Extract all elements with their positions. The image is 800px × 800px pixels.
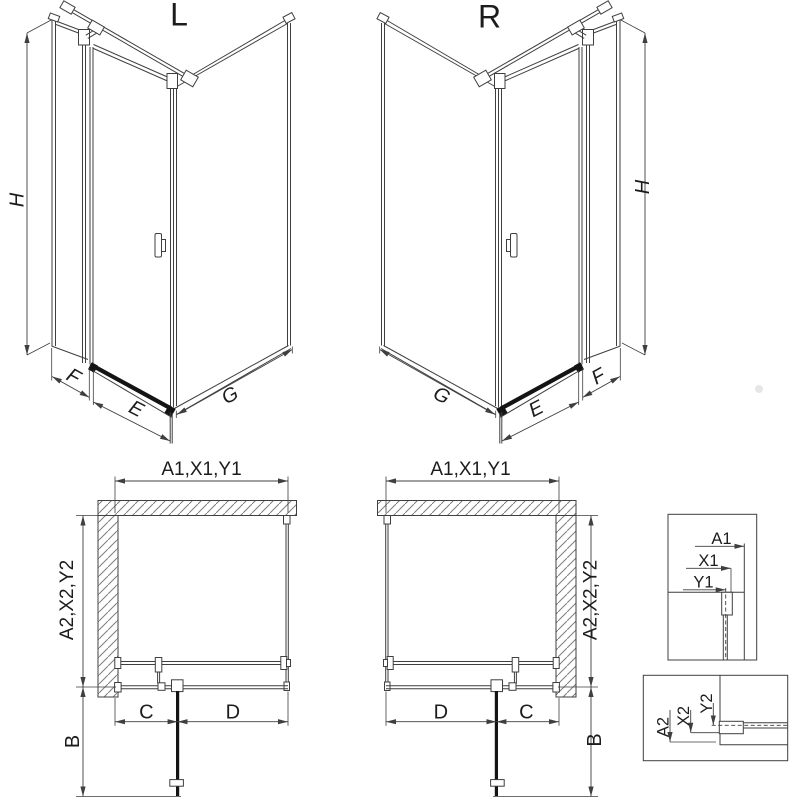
wall-hatch-top-left-plan (98, 501, 297, 516)
l3d-door-dim-label: E (125, 396, 148, 422)
detail-side-inner-label: Y2 (698, 693, 716, 714)
r3d-side-dim-label: F (587, 364, 610, 390)
l3d-side-dim-label: F (62, 364, 85, 390)
detail-side-mid-label: X2 (675, 705, 693, 727)
rplan-depth-dim-label: A2,X2,Y2 (580, 559, 602, 641)
wall-hatch-top-right-plan (378, 501, 577, 516)
detail-top-outer-label: A1 (711, 529, 732, 548)
l3d-return-dim-label: G (217, 382, 243, 410)
lplan-door-swing-dim-label: B (62, 734, 84, 749)
r3d-height-dim-label: H (632, 179, 654, 195)
detail-side-outer-label: A2 (654, 716, 673, 738)
r3d-door-dim-label: E (525, 396, 548, 422)
detail-top-inner-label: Y1 (693, 573, 714, 592)
l3d-title-label: L (170, 0, 188, 33)
rplan-front-left-dim-label: D (433, 701, 449, 724)
rplan-front-right-dim-label: C (519, 701, 534, 724)
watermark-dot (755, 385, 763, 393)
wall-hatch-side-right-plan (556, 516, 576, 698)
l3d-height-dim-label: H (6, 192, 29, 208)
lplan-front-right-dim-label: D (225, 701, 241, 724)
lplan-width-dim-label: A1,X1,Y1 (161, 459, 242, 480)
detail-top-mid-label: X1 (698, 551, 719, 570)
wall-hatch-side-left-plan (98, 516, 118, 698)
lplan-front-left-dim-label: C (139, 701, 154, 724)
lplan-depth-dim-label: A2,X2,Y2 (57, 559, 78, 641)
rplan-door-swing-dim-label: B (584, 733, 606, 747)
r3d-return-dim-label: G (429, 382, 454, 410)
r3d-title-label: R (477, 0, 502, 35)
rplan-width-dim-label: A1,X1,Y1 (430, 459, 511, 480)
